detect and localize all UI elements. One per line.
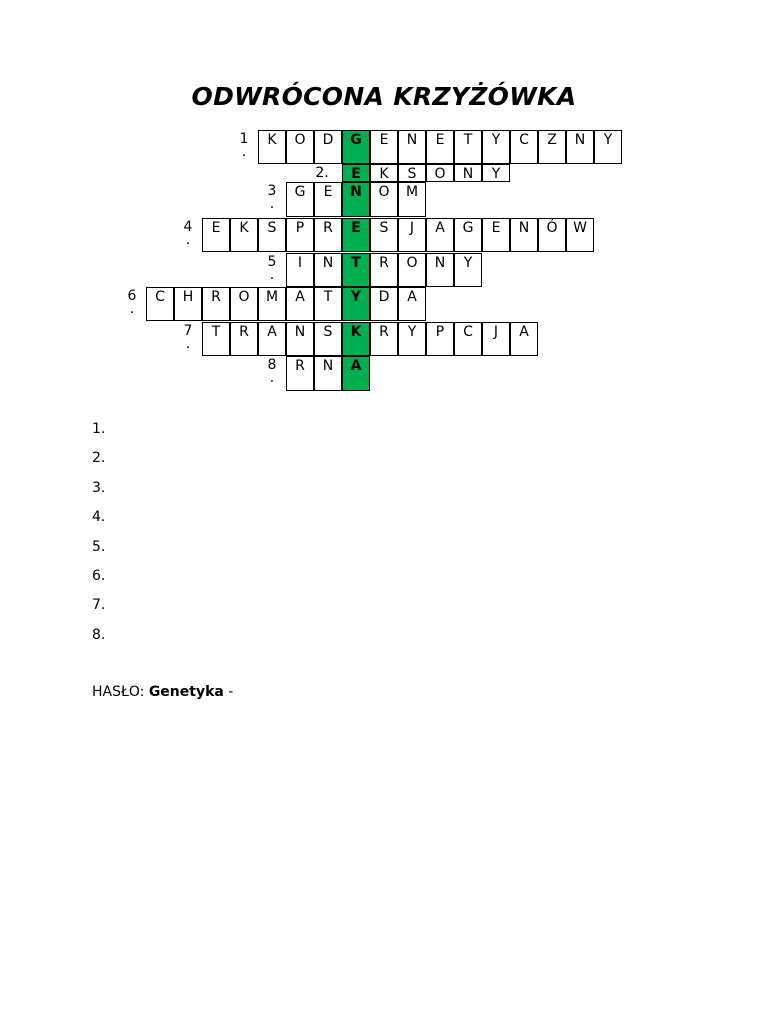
letter-cell[interactable]: O xyxy=(426,164,454,182)
letter-cell[interactable]: Ó xyxy=(538,218,566,252)
letter-cell[interactable]: I xyxy=(286,253,314,287)
key-letter-cell[interactable]: E xyxy=(342,164,370,182)
key-letter-cell[interactable]: K xyxy=(342,322,370,356)
clue-number xyxy=(258,356,286,392)
answer-line[interactable]: 6. xyxy=(92,567,106,584)
letter-cell[interactable]: Y xyxy=(482,130,510,164)
letter-cell[interactable]: E xyxy=(370,130,398,164)
letter-cell[interactable]: W xyxy=(566,218,594,252)
letter-cell[interactable]: N xyxy=(314,356,342,391)
letter-cell[interactable]: S xyxy=(398,164,426,182)
letter-cell[interactable]: R xyxy=(370,322,398,356)
clue-number-text: 8 xyxy=(267,357,277,373)
letter-cell[interactable]: T xyxy=(454,130,482,164)
key-letter-cell[interactable]: Y xyxy=(342,287,370,321)
letter-cell[interactable]: E xyxy=(482,218,510,252)
letter-cell[interactable]: N xyxy=(314,253,342,287)
letter-cell[interactable]: N xyxy=(426,253,454,287)
letter-cell[interactable]: Y xyxy=(454,253,482,287)
letter-cell[interactable]: R xyxy=(370,253,398,287)
answer-line[interactable]: 5. xyxy=(92,538,106,555)
key-letter-cell[interactable]: A xyxy=(342,356,370,391)
clue-number-text: 7 xyxy=(183,323,193,339)
letter-cell[interactable]: E xyxy=(202,218,230,252)
letter-cell[interactable]: N xyxy=(566,130,594,164)
key-letter-cell[interactable]: E xyxy=(342,218,370,252)
letter-cell[interactable]: C xyxy=(146,287,174,321)
letter-cell[interactable]: R xyxy=(314,218,342,252)
letter-cell[interactable]: H xyxy=(174,287,202,321)
letter-cell[interactable]: J xyxy=(482,322,510,356)
clue-number xyxy=(174,322,202,357)
password-suffix: - xyxy=(223,684,234,700)
clue-number-dot: . xyxy=(269,267,275,283)
answer-line[interactable]: 7. xyxy=(92,597,106,614)
answer-line[interactable]: 4. xyxy=(92,509,106,526)
letter-cell[interactable]: N xyxy=(398,130,426,164)
letter-cell[interactable]: E xyxy=(426,130,454,164)
key-letter-cell[interactable]: N xyxy=(342,182,370,217)
letter-cell[interactable]: A xyxy=(286,287,314,321)
letter-cell[interactable]: O xyxy=(398,253,426,287)
letter-cell[interactable]: P xyxy=(426,322,454,356)
letter-cell[interactable]: S xyxy=(370,218,398,252)
clue-number xyxy=(308,164,336,183)
clue-number-text: 5 xyxy=(267,254,277,270)
letter-cell[interactable]: G xyxy=(286,182,314,217)
letter-cell[interactable]: M xyxy=(398,182,426,217)
clue-number xyxy=(174,218,202,253)
letter-cell[interactable]: Y xyxy=(398,322,426,356)
clue-number-text: 6 xyxy=(127,288,137,304)
answer-line[interactable]: 8. xyxy=(92,626,106,643)
letter-cell[interactable]: S xyxy=(258,218,286,252)
letter-cell[interactable]: O xyxy=(230,287,258,321)
letter-cell[interactable]: R xyxy=(286,356,314,391)
key-letter-cell[interactable]: T xyxy=(342,253,370,287)
letter-cell[interactable]: N xyxy=(510,218,538,252)
page-title: ODWRÓCONA KRZYŻÓWKA xyxy=(191,82,577,111)
answer-line[interactable]: 1. xyxy=(92,421,106,437)
letter-cell[interactable]: T xyxy=(314,287,342,321)
letter-cell[interactable]: K xyxy=(258,130,286,164)
letter-cell[interactable]: A xyxy=(398,287,426,321)
letter-cell[interactable]: R xyxy=(202,287,230,321)
clue-number-text: 1 xyxy=(239,131,249,147)
letter-cell[interactable]: S xyxy=(314,322,342,356)
clue-number-text: 3 xyxy=(267,183,277,199)
letter-cell[interactable]: P xyxy=(286,218,314,252)
password-word: Genetyka xyxy=(148,684,224,700)
clue-number-dot: . xyxy=(241,144,247,160)
clue-number xyxy=(258,182,286,218)
password-label: HASŁO: xyxy=(92,684,149,700)
clue-number xyxy=(230,130,258,165)
clue-number-text: 4 xyxy=(183,219,193,235)
letter-cell[interactable]: J xyxy=(398,218,426,252)
clue-number-dot: . xyxy=(185,232,191,248)
clue-number xyxy=(258,253,286,288)
clue-number-dot: . xyxy=(185,336,191,352)
letter-cell[interactable]: C xyxy=(510,130,538,164)
letter-cell[interactable]: T xyxy=(202,322,230,356)
letter-cell[interactable]: O xyxy=(370,182,398,217)
letter-cell[interactable]: R xyxy=(230,322,258,356)
letter-cell[interactable]: D xyxy=(314,130,342,164)
password-line xyxy=(92,684,233,700)
answer-line[interactable]: 3. xyxy=(92,479,106,496)
answer-line[interactable]: 2. xyxy=(92,450,106,467)
letter-cell[interactable]: N xyxy=(286,322,314,356)
letter-cell[interactable]: M xyxy=(258,287,286,321)
crossword-grid xyxy=(0,0,768,400)
letter-cell[interactable]: A xyxy=(426,218,454,252)
answers-list xyxy=(92,420,105,655)
letter-cell[interactable]: D xyxy=(370,287,398,321)
letter-cell[interactable]: A xyxy=(258,322,286,356)
clue-number xyxy=(118,287,146,322)
letter-cell[interactable]: A xyxy=(510,322,538,356)
letter-cell[interactable]: K xyxy=(230,218,258,252)
letter-cell[interactable]: G xyxy=(454,218,482,252)
clue-number-dot: . xyxy=(269,370,275,386)
clue-number-dot: . xyxy=(129,301,135,317)
clue-number-text: 2. xyxy=(315,165,329,181)
letter-cell[interactable]: C xyxy=(454,322,482,356)
clue-number-dot: . xyxy=(269,196,275,212)
letter-cell[interactable]: N xyxy=(454,164,482,182)
letter-cell[interactable]: Y xyxy=(594,130,622,164)
letter-cell[interactable]: K xyxy=(370,164,398,182)
letter-cell[interactable]: Z xyxy=(538,130,566,164)
key-letter-cell[interactable]: G xyxy=(342,130,370,164)
letter-cell[interactable]: Y xyxy=(482,164,510,182)
letter-cell[interactable]: E xyxy=(314,182,342,217)
letter-cell[interactable]: O xyxy=(286,130,314,164)
